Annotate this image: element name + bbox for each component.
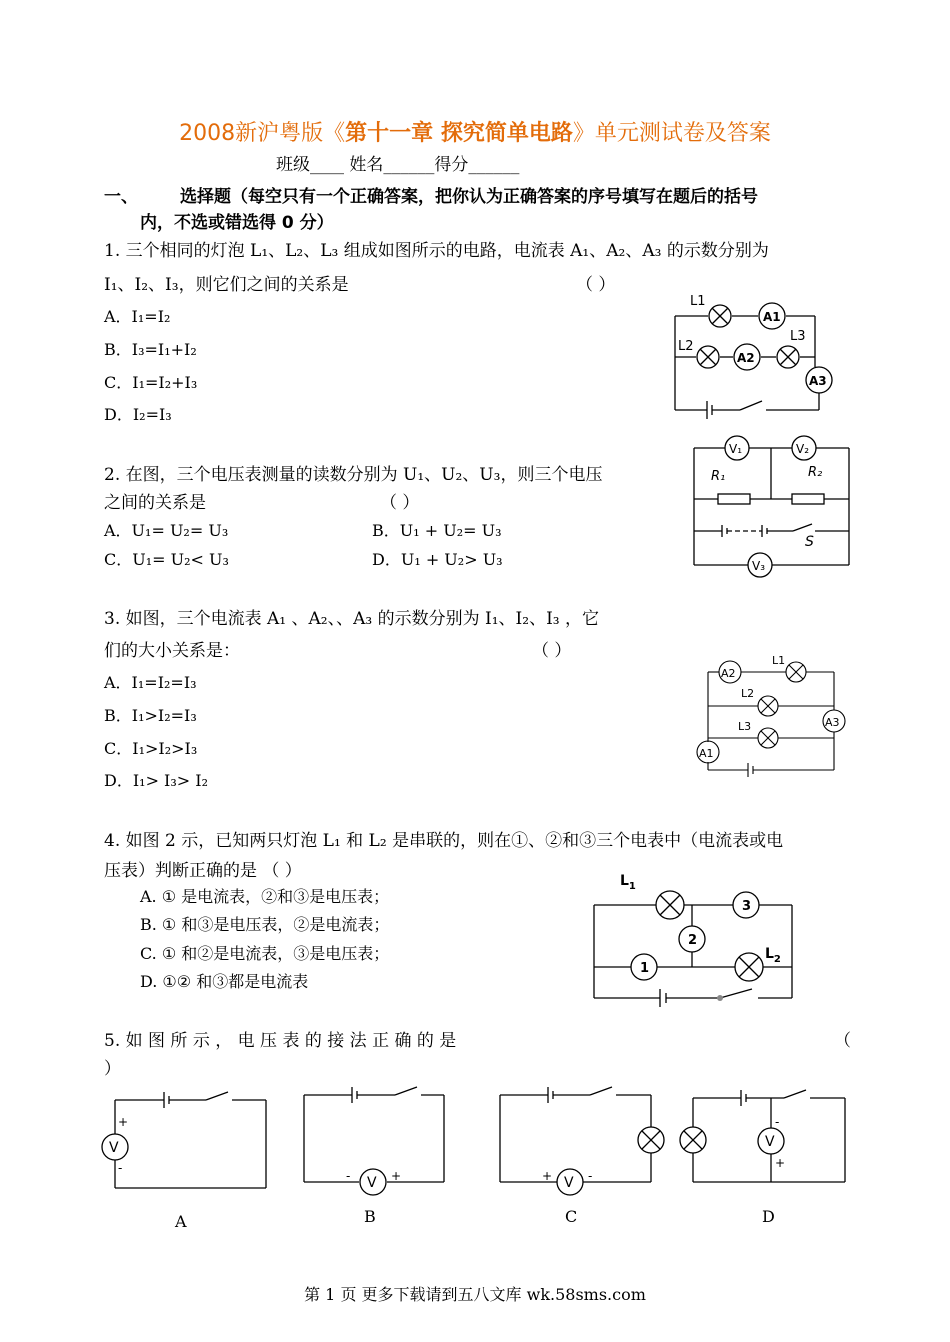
q2-option-d: D．U₁ + U₂> U₃ — [372, 550, 503, 569]
q4-text-line2: 压表）判断正确的是 （ ） — [104, 861, 302, 881]
q3-label-l1: L1 — [772, 654, 786, 667]
q5-a-minus: - — [118, 1161, 123, 1175]
q5-b-plus: + — [391, 1169, 402, 1183]
q5-a-plus: + — [118, 1115, 129, 1129]
q1-label-a2: A2 — [737, 351, 755, 365]
q4-option-b: B. ① 和③是电压表，②是电流表； — [140, 915, 390, 934]
q5-label-a: A — [175, 1212, 187, 1231]
q4-option-d: D. ①② 和③都是电流表 — [140, 972, 309, 991]
q2-label-r2: R₂ — [808, 465, 823, 480]
q3-text-line2: 们的大小关系是： — [104, 641, 240, 661]
q1-label-a3: A3 — [809, 374, 827, 388]
q3-option-c: C．I₁>I₂>I₃ — [104, 739, 198, 758]
q2-answer-bracket: （ ） — [380, 493, 420, 513]
q2-label-v3: V₃ — [752, 559, 766, 573]
q1-option-c: C．I₁=I₂+I₃ — [104, 373, 198, 392]
q3-option-a: A．I₁=I₂=I₃ — [104, 673, 197, 692]
q5-c-meter-label: V — [564, 1175, 574, 1191]
q1-option-d: D．I₂=I₃ — [104, 405, 172, 424]
q5-d-plus: + — [775, 1156, 786, 1170]
q4-label-m2: 2 — [688, 933, 698, 948]
q3-label-a3: A3 — [825, 716, 840, 729]
page-title: 2008新沪粤版《第十一章 探究简单电路》单元测试卷及答案 — [179, 121, 771, 146]
q5-bracket-close: ） — [104, 1059, 121, 1079]
q5-d-minus: - — [775, 1115, 780, 1129]
q4-label-l1: $L_1$ — [620, 873, 636, 892]
q1-text-line1: 1. 三个相同的灯泡 L₁、L₂、L₃ 组成如图所示的电路，电流表 A₁、A₂、A₃ 的示数分别为 — [104, 241, 769, 261]
q2-option-b: B．U₁ + U₂= U₃ — [372, 521, 502, 540]
q2-label-v1: V₁ — [729, 442, 743, 456]
q5-b-meter-label: V — [367, 1175, 377, 1191]
q5-label-c: C — [565, 1207, 578, 1226]
q1-label-a1: A1 — [763, 310, 781, 324]
section-number: 一、 — [104, 187, 138, 207]
q2-label-r1: R₁ — [711, 469, 726, 484]
q1-label-l1: L1 — [690, 294, 706, 309]
q2-option-a: A．U₁= U₂= U₃ — [104, 521, 229, 540]
q1-answer-bracket: （ ） — [576, 275, 616, 295]
q2-text-line2: 之间的关系是 — [104, 493, 206, 513]
q5-b-minus: - — [346, 1169, 351, 1183]
q3-label-a2: A2 — [721, 667, 736, 680]
q5-text-line1: 5. 如 图 所 示 ， 电 压 表 的 接 法 正 确 的 是 — [104, 1031, 457, 1051]
q3-label-a1: A1 — [699, 747, 714, 760]
q5-label-b: B — [364, 1207, 376, 1226]
page-footer: 第 1 页 更多下载请到五八文库 wk.58sms.com — [304, 1285, 646, 1304]
q3-label-l2: L2 — [741, 687, 755, 700]
section-heading-line1: 选择题（每空只有一个正确答案，把你认为正确答案的序号填写在题后的括号 — [180, 187, 758, 207]
q2-text-line1: 2. 在图，三个电压表测量的读数分别为 U₁、U₂、U₃，则三个电压 — [104, 465, 603, 485]
q1-option-b: B．I₃=I₁+I₂ — [104, 340, 197, 359]
q3-label-l3: L3 — [738, 720, 752, 733]
q4-text-line1: 4. 如图 2 示，已知两只灯泡 L₁ 和 L₂ 是串联的，则在①、②和③三个电表中（电流表或电 — [104, 831, 784, 851]
q4-option-c: C. ① 和②是电流表，③是电压表； — [140, 944, 390, 963]
q4-label-m1: 1 — [640, 961, 650, 976]
q5-a-meter-label: V — [109, 1140, 119, 1156]
q1-option-a: A．I₁=I₂ — [104, 307, 171, 326]
q5-bracket-open: （ — [834, 1031, 851, 1051]
q3-option-d: D．I₁> I₃> I₂ — [104, 771, 209, 790]
q4-label-m3: 3 — [742, 899, 752, 914]
q3-option-b: B．I₁>I₂=I₃ — [104, 706, 197, 725]
q5-c-plus: + — [542, 1169, 553, 1183]
q1-label-l3: L3 — [790, 329, 806, 344]
q2-label-s: S — [805, 534, 814, 550]
section-heading-line2: 内，不选或错选得 0 分） — [140, 213, 334, 233]
q5-d-meter-label: V — [765, 1134, 775, 1150]
student-info-line: 班级____ 姓名______得分______ — [276, 155, 520, 175]
q3-text-line1: 3. 如图，三个电流表 A₁ 、A₂、、A₃ 的示数分别为 I₁、I₂、I₃ ，它 — [104, 609, 600, 629]
q5-c-minus: - — [588, 1169, 593, 1183]
q2-option-c: C．U₁= U₂< U₃ — [104, 550, 229, 569]
q2-label-v2: V₂ — [796, 442, 810, 456]
q1-label-l2: L2 — [678, 339, 694, 354]
q4-option-a: A. ① 是电流表，②和③是电压表； — [140, 887, 390, 906]
q1-text-line2: I₁、I₂、I₃，则它们之间的关系是 — [104, 275, 349, 295]
q3-answer-bracket: （ ） — [532, 641, 572, 661]
q5-label-d: D — [762, 1207, 775, 1226]
q4-label-l2: $L_2$ — [765, 946, 781, 965]
